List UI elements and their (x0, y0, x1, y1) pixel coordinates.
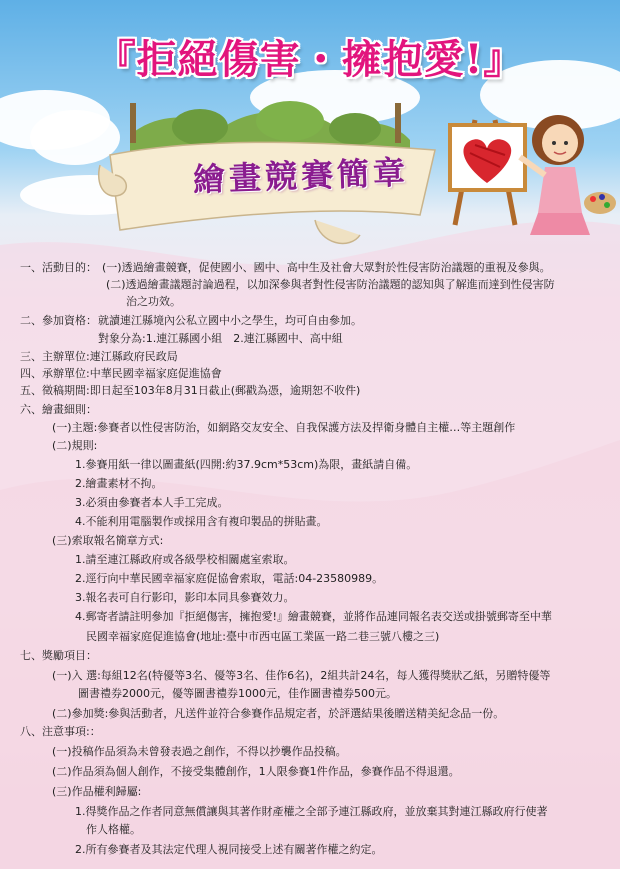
section-label: 二、參加資格： (20, 314, 97, 327)
rights-item: 1.得獎作品之作者同意無償讓與其著作財產權之全部予連江縣政府，並放棄其對連江縣政府行使著 (75, 805, 548, 818)
note-item: (三)作品權利歸屬: (52, 785, 142, 798)
form-item: 2.逕行向中華民國幸福家庭促協會索取，電話:04-23580989。 (75, 572, 384, 585)
rule-item: 4.不能利用電腦製作或採用含有複印製品的拼貼畫。 (75, 515, 328, 528)
rule-item: 2.繪畫素材不拘。 (75, 477, 163, 490)
note-item: (二)作品須為個人創作，不接受集體創作，1人限參賽1件作品，參賽作品不得退還。 (52, 765, 460, 778)
eligibility-groups: 對象分為:1.連江縣國小組 2.連江縣國中、高中組 (98, 332, 343, 345)
section-label: 七、獎勵項目： (20, 649, 97, 662)
eligibility-text: 就讀連江縣境內公私立國中小之學生，均可自由參加。 (98, 314, 362, 327)
submission-period: 五、徵稿期間:即日起至103年8月31日截止(郵戳為憑，逾期恕不收件) (20, 384, 361, 397)
section-label: 八、注意事項:： (20, 725, 101, 738)
note-item: (一)投稿作品須為未曾發表過之創作，不得以抄襲作品投稿。 (52, 745, 347, 758)
theme-text: (一)主題:參賽者以性侵害防治，如網路交友安全、自我保護方法及捍衛身體自主權…等主題創作 (52, 421, 516, 434)
rule-item: 1.參賽用紙一律以圖畫紙(四開:約37.9cm*53cm)為限，畫紙請自備。 (75, 458, 418, 471)
section-label: 一、活動目的： (20, 261, 97, 274)
form-item: 3.報名表可自行影印，影印本同具參賽效力。 (75, 591, 295, 604)
purpose-item: (二)透過繪畫議題討論過程，以加深參與者對性侵害防治議題的認知與了解進而達到性侵害防 (106, 278, 555, 291)
page-title: 『拒絕傷害・擁抱愛!』 (95, 36, 525, 83)
section-painting-rules (20, 401, 605, 628)
section-eligibility (20, 312, 605, 348)
section-awards (20, 647, 605, 723)
co-organizer: 四、承辦單位:中華民國幸福家庭促進協會 (20, 367, 222, 380)
rules-label: (二)規則: (52, 439, 98, 452)
page-subtitle: 繪畫競賽簡章 (192, 153, 410, 199)
rule-item: 3.必須由參賽者本人手工完成。 (75, 496, 229, 509)
organizer: 三、主辦單位:連江縣政府民政局 (20, 350, 178, 363)
section-notes (20, 723, 605, 873)
form-item: 民國幸福家庭促進協會(地址:臺中市西屯區工業區一路二巷三號八樓之三) (86, 630, 440, 643)
rights-item: 2.所有參賽者及其法定代理人視同接受上述有關著作權之約定。 (75, 843, 383, 856)
rights-item: 作人格權。 (86, 823, 141, 836)
form-item: 4.郵寄者請註明參加『拒絕傷害，擁抱愛!』繪畫競賽，並將作品連同報名表交送或掛號郵寄至中華 (75, 610, 552, 623)
rules-content (20, 259, 605, 873)
award-item: (一)入 選:每組12名(特優等3名、優等3名、佳作6名)，2組共計24名，每人獲得獎狀乙紙，另贈特優等 (52, 669, 551, 682)
award-item: 圖書禮券2000元，優等圖書禮券1000元，佳作圖書禮券500元。 (78, 687, 397, 700)
award-item: (二)參加獎:參與活動者，凡送件並符合參賽作品規定者，於評選結果後贈送精美紀念品一份。 (52, 707, 505, 720)
girl-painting-illustration (440, 95, 620, 245)
section-purpose (20, 259, 605, 312)
form-item: 1.請至連江縣政府或各級學校相關處室索取。 (75, 553, 295, 566)
section-label: 六、繪畫細則： (20, 403, 97, 416)
purpose-item: 治之功效。 (126, 295, 181, 308)
form-label: (三)索取報名簡章方式: (52, 534, 164, 547)
form-item-continued (20, 628, 605, 647)
purpose-item: (一)透過繪畫競賽，促使國小、國中、高中生及社會大眾對於性侵害防治議題的重視及參與。 (102, 261, 551, 274)
